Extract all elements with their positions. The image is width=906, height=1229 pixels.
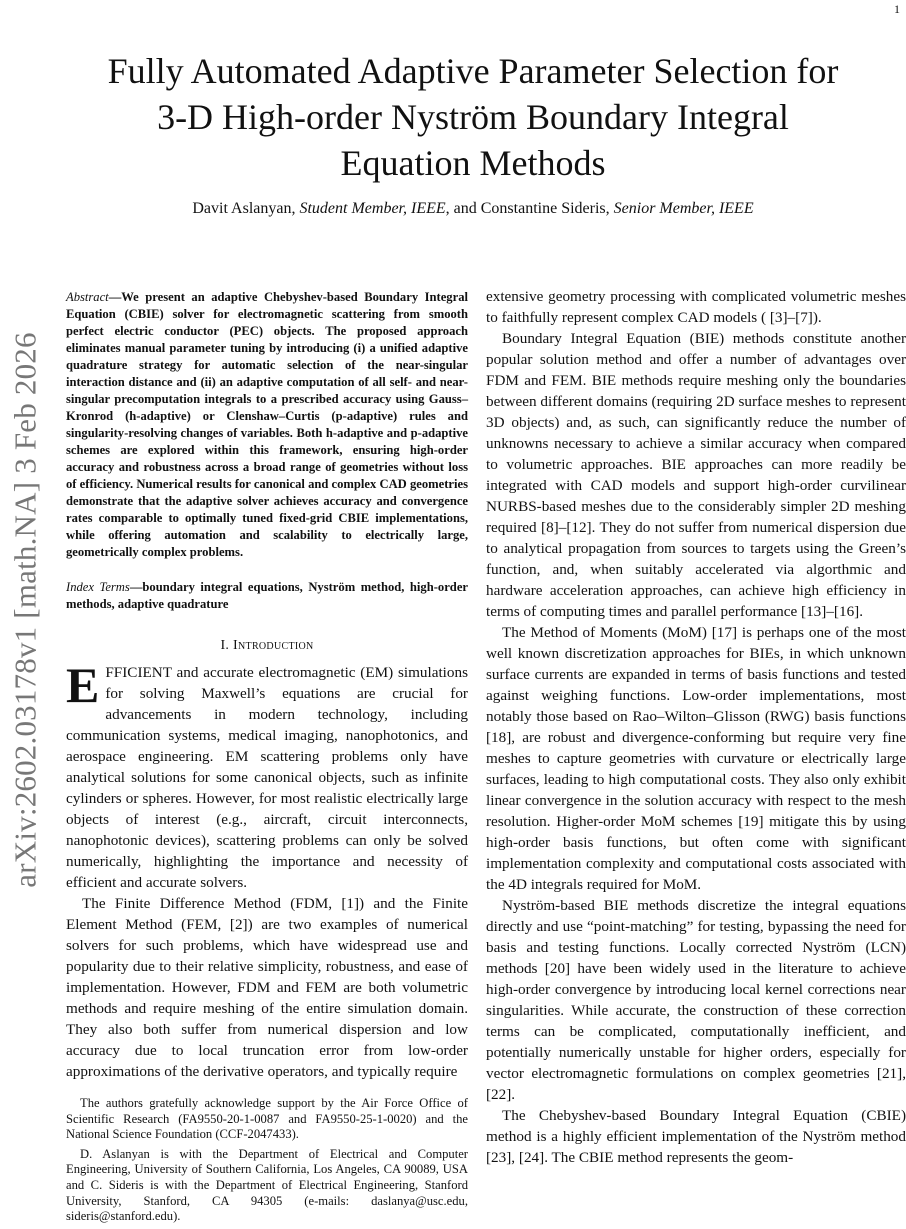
intro-paragraph-1-text: FFICIENT and accurate electromagnetic (EM) simulations for solving Maxwell’s equations are crucial for advancements in modern technology, including communication systems, medical imaging, nanophotonics, and aerospace engineering. EM scattering problems only have analytical solutions for some canonical objects, such as infinite cylinders or spheres. However, for most realistic electrically large objects of interest (e.g., aircraft, circuit interconnects, nanophotonic devices), scattering problems can only be solved numerically, highlighting the importance and necessity of efficient and accurate solvers.: [66, 664, 468, 891]
intro-paragraph-1: [66, 657, 468, 893]
right-paragraph-bie: Boundary Integral Equation (BIE) methods constitute another popular solution method and offer a number of advantages over FDM and FEM. BIE methods require meshing only the boundaries between different domains (requiring 2D surface meshes to represent 3D objects) and, as such, can significantly reduce the number of unknowns necessary to achieve a similar accuracy when compared to volumetric approaches. BIE approaches can more readily be integrated with CAD models and support high-order curvilinear NURBS-based meshes due to the considerably simpler 2D meshing required [8]–[12]. They do not suffer from numerical dispersion due to analytical propagation from sources to targets using the Green’s function, and, when suitably accelerated via algorthmic and hardware acceleration approaches, can achieve high efficiency in terms of computing times and parallel performance [13]–[16].: [486, 330, 906, 620]
arxiv-stamp: [6, 300, 46, 920]
title-line-3: Equation Methods: [340, 143, 606, 183]
title-line-1: Fully Automated Adaptive Parameter Selection for: [107, 51, 839, 91]
section-number: I.: [220, 638, 230, 653]
author-name-1: Davit Aslanyan,: [192, 200, 296, 217]
index-terms-text: —boundary integral equations, Nyström method, high-order methods, adaptive quadrature: [66, 580, 468, 611]
drop-cap: E: [66, 657, 100, 713]
page-number: 1: [894, 2, 900, 16]
intro-paragraph-2: The Finite Difference Method (FDM, [1]) and the Finite Element Method (FEM, [2]) are two examples of numerical solvers for such problems, which have widespread use and popularity due to their relative simplicity, robustness, and ease of implementation. However, FDM and FEM are both volumetric methods and require meshing of the entire simulation domain. They also both suffer from numerical dispersion and low accuracy due to local truncation error from low-order approximations of the derivative operators, and typically require: [66, 895, 468, 1080]
abstract: [66, 289, 468, 561]
right-paragraph-cbie: The Chebyshev-based Boundary Integral Equation (CBIE) method is a highly efficient implementation of the Nyström method [23], [24]. The CBIE method represents the geom-: [486, 1107, 906, 1166]
left-column: [66, 289, 468, 1082]
author-list: [60, 200, 886, 218]
abstract-text: —We present an adaptive Chebyshev-based Boundary Integral Equation (CBIE) solver for electromagnetic scattering from smooth perfect electric conductor (PEC) objects. The proposed approach eliminates manual parameter tuning by introducing (i) a unified adaptive quadrature strategy for automatic selection of the near-singular interaction distance and (ii) an adaptive computation of all self- and near-singular precomputation integrals to a prescribed accuracy using Gauss–Kronrod (h-adaptive) or Clenshaw–Curtis (p-adaptive) rules and singularity-resolving changes of variables. Both h-adaptive and p-adaptive schemes are explored within this framework, ensuring high-order accuracy and robustness across a broad range of geometries without loss of efficiency. Numerical results for canonical and complex CAD geometries demonstrate that the adaptive solver achieves accuracy and convergence rates comparable to optimally tuned fixed-grid CBIE implementations, while offering automation and scalability to electrically large, geometrically complex problems.: [66, 290, 468, 559]
index-terms-label: Index Terms: [66, 580, 130, 594]
right-paragraph-continued: extensive geometry processing with complicated volumetric meshes to faithfully represent complex CAD models ( [3]–[7]).: [486, 288, 906, 326]
footnote-funding: The authors gratefully acknowledge support by the Air Force Office of Scientific Research (FA9550-20-1-0087 and FA9550-25-1-0020) and the National Science Foundation (CCF-2047433).: [66, 1096, 468, 1142]
right-column: [486, 286, 906, 1168]
abstract-label: Abstract: [66, 290, 109, 304]
right-paragraph-nystrom: Nyström-based BIE methods discretize the integral equations directly and use “point-matching” for testing, bypassing the need for basis and testing functions. Locally corrected Nyström (LCN) methods [20] have been widely used in the literature to achieve high-order convergence by introducing local kernel corrections near singularities. While accurate, the construction of these correction terms can be complicated, computationally inefficient, and potentially numerically unstable for higher orders, especially for vector electromagnetic formulations on complex geometries [21], [22].: [486, 897, 906, 1103]
right-paragraph-mom: The Method of Moments (MoM) [17] is perhaps one of the most well known discretization approaches for BIEs, in which unknown surface currents are expanded in terms of basis functions and tested against weighing functions. Low-order implementations, most notably those based on Rao–Wilton–Glisson (RWG) basis functions [18], are robust and divergence-conforming but require very fine meshes to capture geometries with curvature or electrically large surfaces, leading to high computational costs. They also only exhibit linear convergence in the solution accuracy with respect to the mesh resolution. Higher-order MoM schemes [19] mitigate this by using high-order basis functions, but often come with significant implementation complexity and computational costs associated with the 4D integrals required for MoM.: [486, 624, 906, 893]
section-title: Introduction: [233, 638, 314, 653]
section-heading-introduction: [66, 635, 468, 656]
author-joiner: , and Constantine Sideris,: [445, 200, 610, 217]
footnote-affiliations: D. Aslanyan is with the Department of Electrical and Computer Engineering, University of Southern California, Los Angeles, CA 90089, USA and C. Sideris is with the Department of Electrical Engineering, Stanford University, Stanford, CA 94305 (e-mails: daslanya@usc.edu, sideris@stanford.edu).: [66, 1146, 468, 1224]
index-terms: [66, 579, 468, 613]
author-role-2: Senior Member, IEEE: [613, 200, 754, 217]
title-line-2: 3-D High-order Nyström Boundary Integral: [157, 97, 789, 137]
arxiv-identifier[interactable]: arXiv:2602.03178v1 [math.NA] 3 Feb 2026: [8, 332, 43, 888]
paper-title: [40, 48, 906, 186]
author-role-1: Student Member, IEEE: [299, 200, 446, 217]
footnotes: [66, 1096, 468, 1229]
